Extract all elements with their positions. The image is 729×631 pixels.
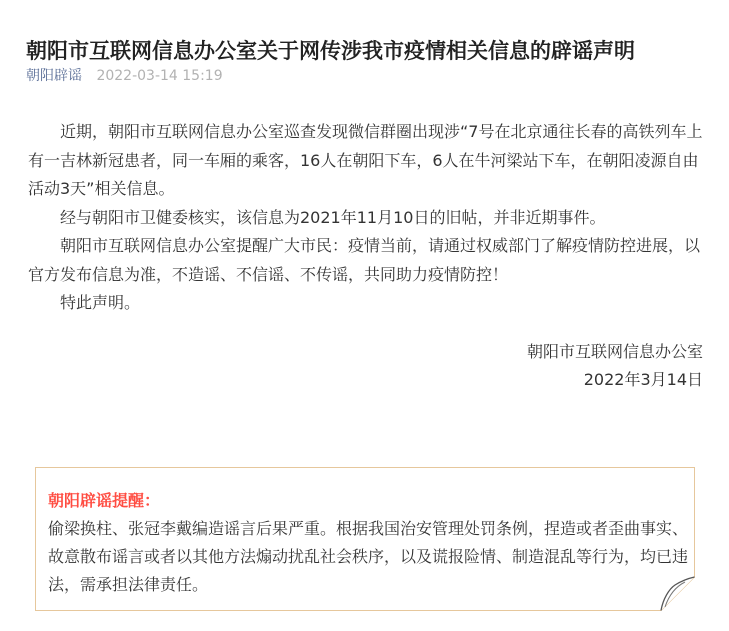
- signature-date: 2022年3月14日: [583, 370, 703, 389]
- account-name-link[interactable]: 朝阳辟谣: [26, 68, 82, 84]
- signature-organization: 朝阳市互联网信息办公室: [526, 342, 703, 361]
- notice-box: [35, 467, 695, 611]
- article-paragraph: 经与朝阳市卫健委核实，该信息为2021年11月10日的旧帖，并非近期事件。: [60, 207, 606, 227]
- publish-date: 2022-03-14 15:19: [96, 68, 223, 84]
- notice-text: 偷梁换柱、张冠李戴编造谣言后果严重。根据我国治安管理处罚条例，捏造或者歪曲事实、故意散布谣言或者以其他方法煽动扰乱社会秩序，以及谎报险情、制造混乱等行为，均已违法，需承担法律责任。: [48, 519, 689, 594]
- signature-block: [527, 338, 703, 394]
- article-paragraph: 近期，朝阳市互联网信息办公室巡查发现微信群圈出现涉“7号在北京通往长春的高铁列车上有一吉林新冠患者，同一车厢的乘客，16人在朝阳下车，6人在牛河梁站下车，在朝阳凌源自由活动3天”相关信息。: [28, 122, 703, 198]
- article-paragraph: 朝阳市互联网信息办公室提醒广大市民：疫情当前，请通过权威部门了解疫情防控进展，以官方发布信息为准，不造谣、不信谣、不传谣，共同助力疫情防控！: [28, 236, 701, 284]
- article-paragraph: 特此声明。: [60, 293, 141, 312]
- article-body: [28, 118, 708, 318]
- article-title: 朝阳市互联网信息办公室关于网传涉我市疫情相关信息的辟谣声明: [26, 39, 635, 64]
- article-meta: [26, 66, 223, 86]
- notice-title: 朝阳辟谣提醒：: [48, 491, 161, 510]
